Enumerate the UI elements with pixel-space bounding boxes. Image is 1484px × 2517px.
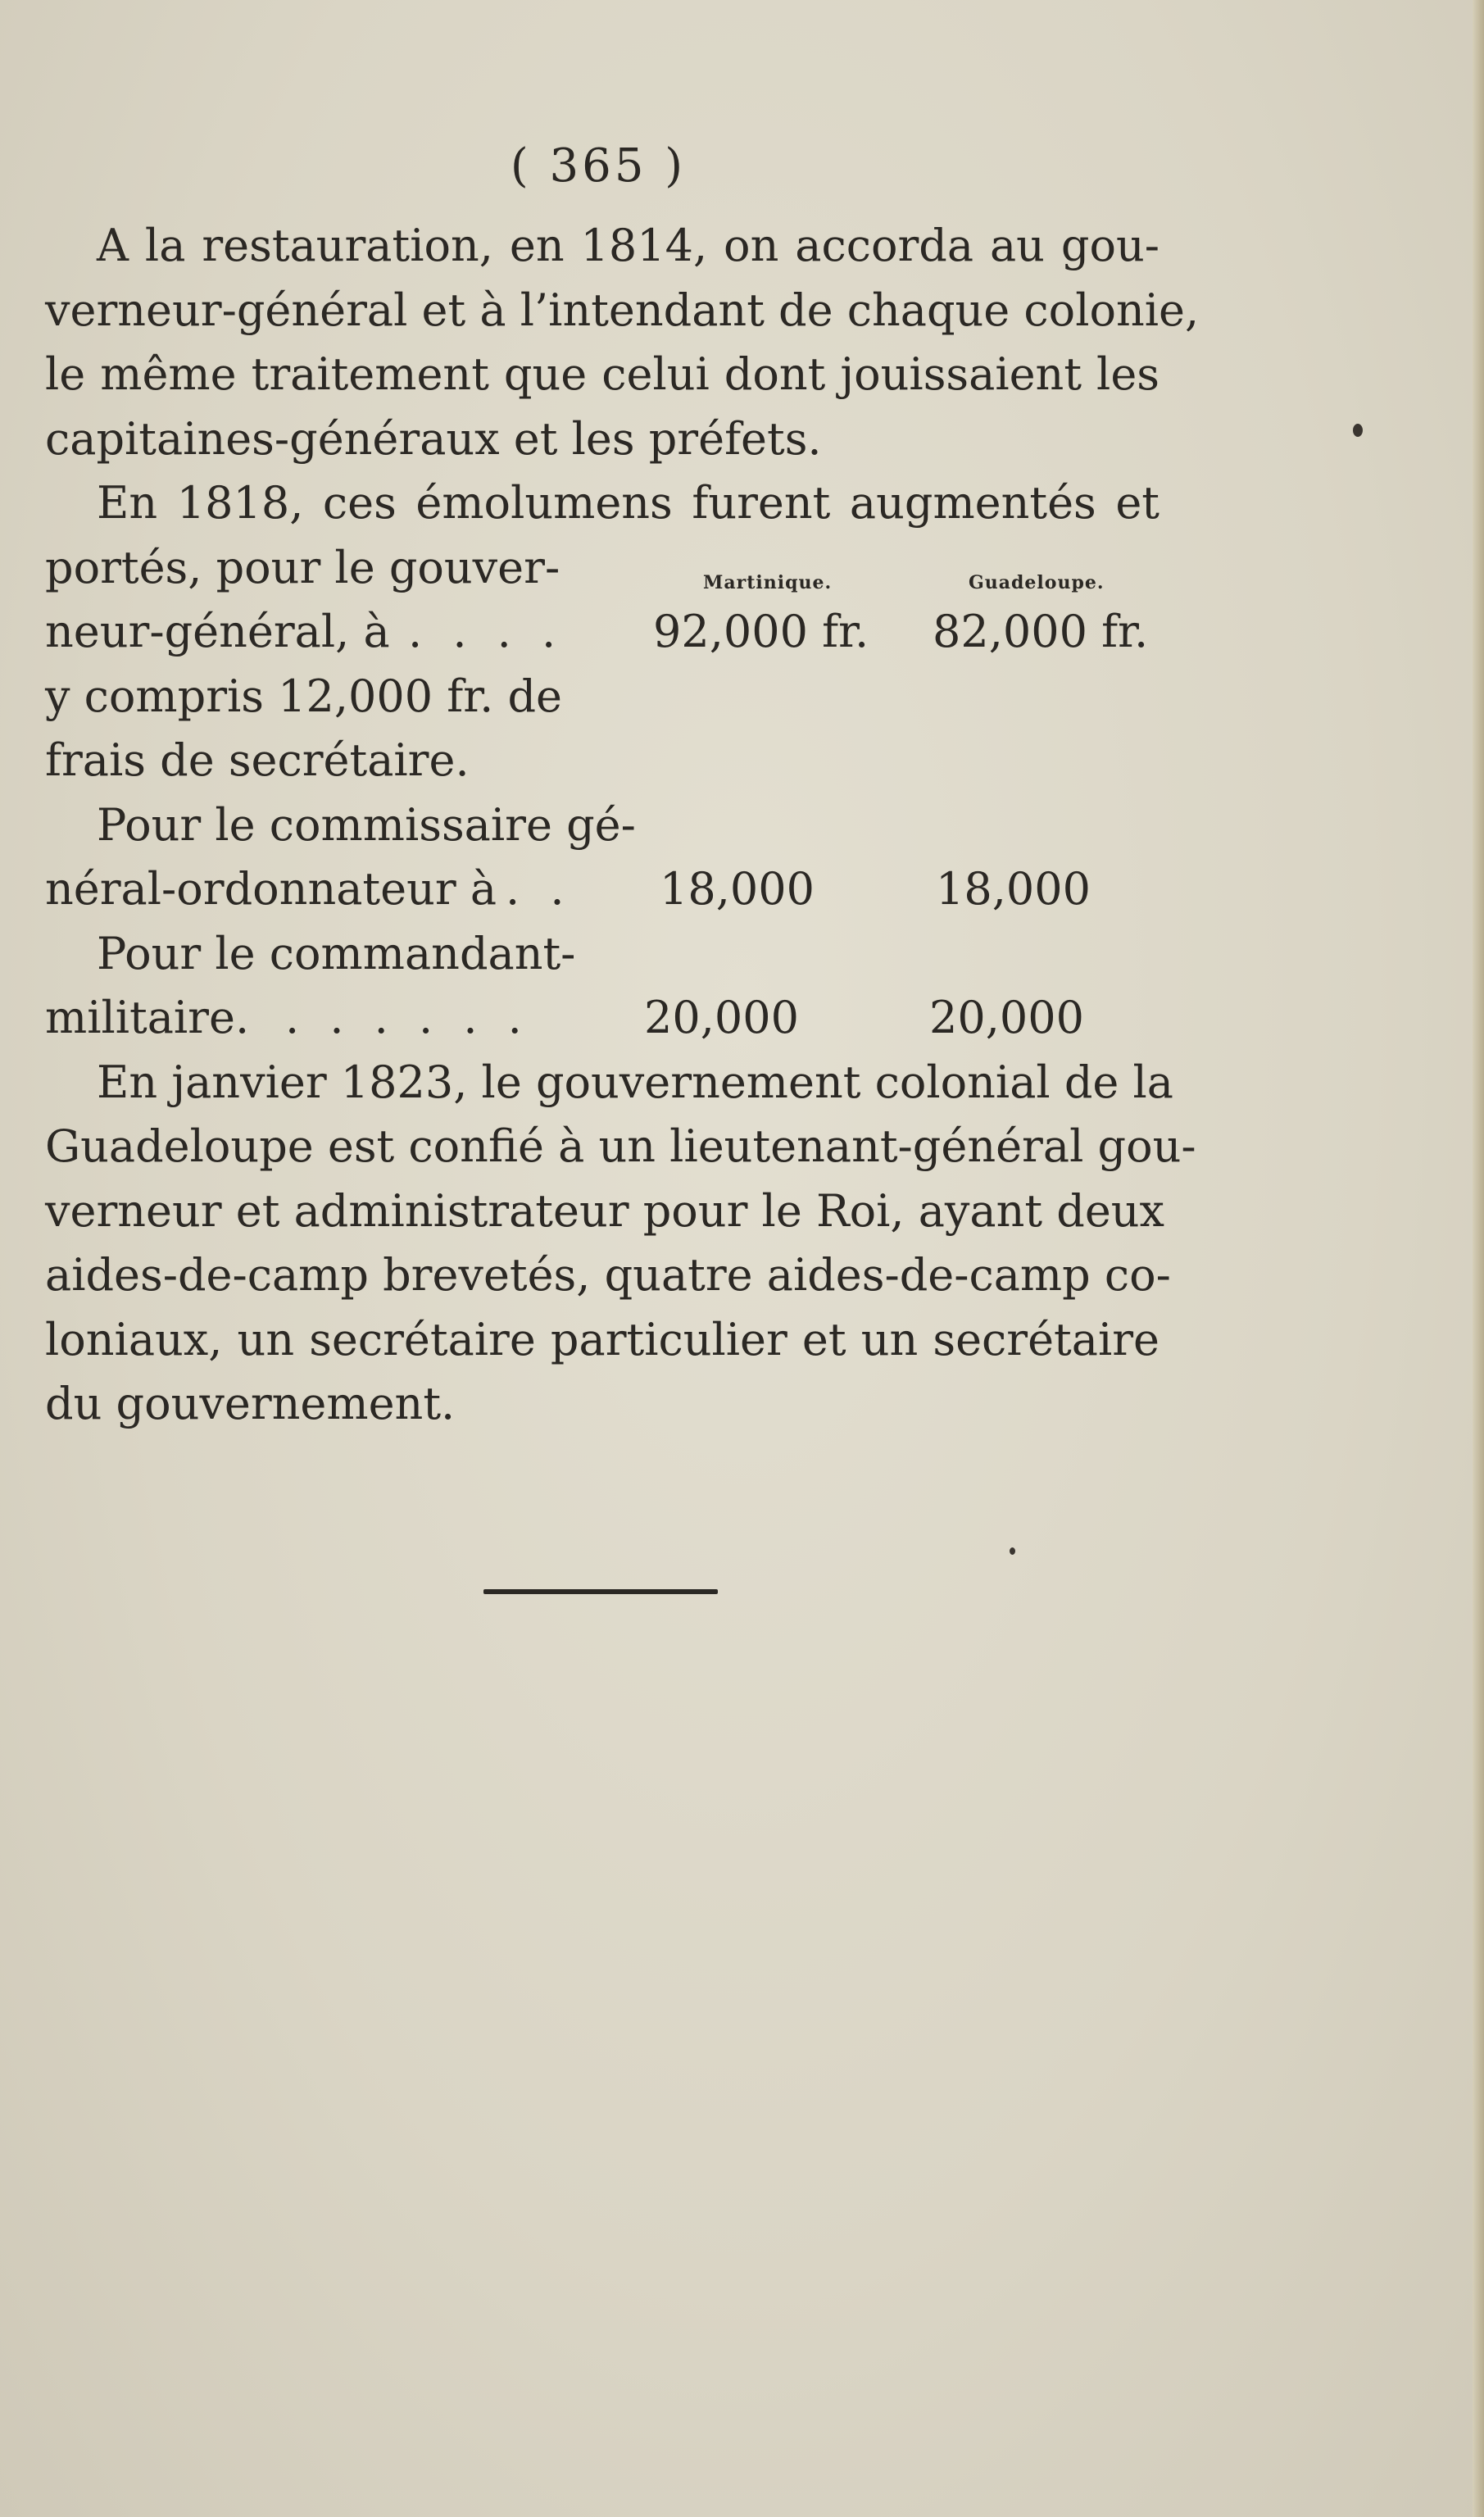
row-label-line: y compris 12,000 fr. de	[45, 670, 562, 722]
text-line: A la restauration, en 1814, on accorda au gou-	[97, 220, 1160, 271]
text-line: capitaines-généraux et les préfets.	[45, 413, 822, 465]
text-line: Guadeloupe est confié à un lieutenant-général gou-	[45, 1120, 1196, 1172]
row-label-line: militaire.	[45, 992, 250, 1043]
page-edge	[1473, 0, 1484, 2517]
column-header-martinique: Martinique.	[703, 572, 833, 593]
column-header-guadeloupe: Guadeloupe.	[969, 572, 1105, 593]
row-label-line: neur-général, à	[45, 606, 390, 657]
page-number: ( 365 )	[510, 139, 687, 193]
text-line: En 1818, ces émolumens furent augmentés et	[97, 477, 1160, 529]
text-line: loniaux, un secrétaire particulier et un secrétaire	[45, 1314, 1160, 1365]
leader-dots: . .	[506, 863, 573, 915]
text-line: En janvier 1823, le gouvernement colonial de la	[97, 1056, 1173, 1108]
text-line: le même traitement que celui dont jouissaient les	[45, 348, 1160, 400]
text-line: du gouvernement.	[45, 1378, 456, 1429]
text-line: verneur et administrateur pour le Roi, ayant deux	[45, 1185, 1165, 1237]
value-guadeloupe: 20,000	[929, 992, 1084, 1043]
end-rule	[483, 1589, 718, 1594]
row-label-line: Pour le commissaire gé-	[97, 799, 636, 851]
value-guadeloupe: 18,000	[936, 863, 1091, 915]
leader-dots: . . . .	[408, 606, 565, 657]
value-martinique: 18,000	[660, 863, 815, 915]
row-label-line: néral-ordonnateur à	[45, 863, 497, 915]
text-line: aides-de-camp brevetés, quatre aides-de-camp co-	[45, 1249, 1171, 1301]
row-label-line: Pour le commandant-	[97, 928, 576, 979]
value-martinique: 20,000	[644, 992, 799, 1043]
text-line: verneur-général et à l’intendant de chaque colonie,	[45, 284, 1200, 336]
row-label-line: frais de secrétaire.	[45, 734, 470, 786]
value-guadeloupe: 82,000 fr.	[933, 606, 1149, 657]
value-martinique: 92,000 fr.	[653, 606, 869, 657]
paper-speck	[1353, 424, 1363, 437]
row-label-line: portés, pour le gouver-	[45, 542, 560, 593]
leader-dots: . . . . . .	[285, 992, 530, 1043]
paper-speck	[1010, 1547, 1015, 1555]
